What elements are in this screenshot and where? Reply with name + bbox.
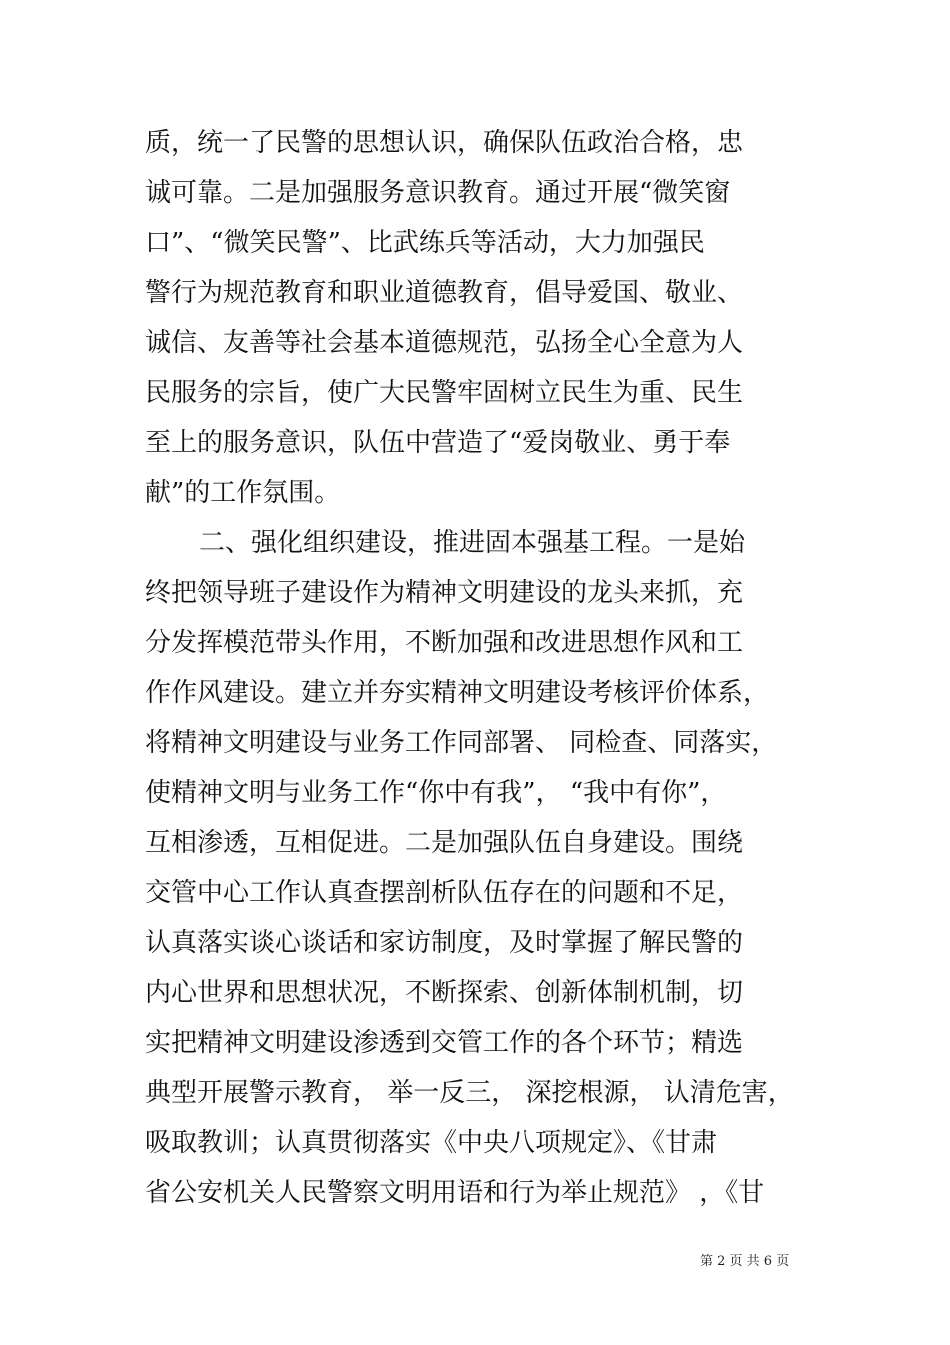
text-line: 作作风建设。建立并夯实精神文明建设考核评价体系， [145,678,770,708]
text-line: 警行为规范教育和职业道德教育，倡导爱国、敬业、 [145,278,744,308]
text-line: 至上的服务意识，队伍中营造了“爱岗敬业、勇于奉 [145,428,731,458]
text-line: 交管中心工作认真查摆剖析队伍存在的问题和不足， [145,878,744,908]
section-heading-line: 二、强化组织建设，推进固本强基工程。一是始 [199,528,746,558]
text-line: 终把领导班子建设作为精神文明建设的龙头来抓，充 [145,578,744,608]
text-line: 诚信、友善等社会基本道德规范，弘扬全心全意为人 [145,328,744,358]
text-line: 质，统一了民警的思想认识，确保队伍政治合格，忠 [145,128,744,158]
text-line: 诚可靠。二是加强服务意识教育。通过开展“微笑窗 [145,178,731,208]
text-line: 内心世界和思想状况，不断探索、创新体制机制，切 [145,978,744,1008]
text-line: 省公安机关人民警察文明用语和行为举止规范》 ，《甘 [145,1178,765,1208]
page-number: 第 2 页 共 6 页 [700,1254,790,1269]
text-line: 民服务的宗旨，使广大民警牢固树立民生为重、民生 [145,378,744,408]
text-line: 实把精神文明建设渗透到交管工作的各个环节；精选 [145,1028,744,1058]
text-line: 分发挥模范带头作用，不断加强和改进思想作风和工 [145,628,744,658]
text-line: 使精神文明与业务工作“你中有我”， “我中有你”， [145,778,727,808]
text-line: 吸取教训；认真贯彻落实《中央八项规定》、《甘肃 [145,1128,718,1158]
text-line: 典型开展警示教育， 举一反三， 深挖根源， 认清危害， [145,1078,794,1108]
text-line: 将精神文明建设与业务工作同部署、 同检查、同落实， [145,728,778,758]
text-line: 献”的工作氛围。 [145,478,341,508]
text-line: 认真落实谈心谈话和家访制度，及时掌握了解民警的 [145,928,744,958]
text-line: 互相渗透，互相促进。二是加强队伍自身建设。围绕 [145,828,744,858]
body-text [145,118,815,1218]
text-line: 口”、“微笑民警”、比武练兵等活动，大力加强民 [145,228,705,258]
